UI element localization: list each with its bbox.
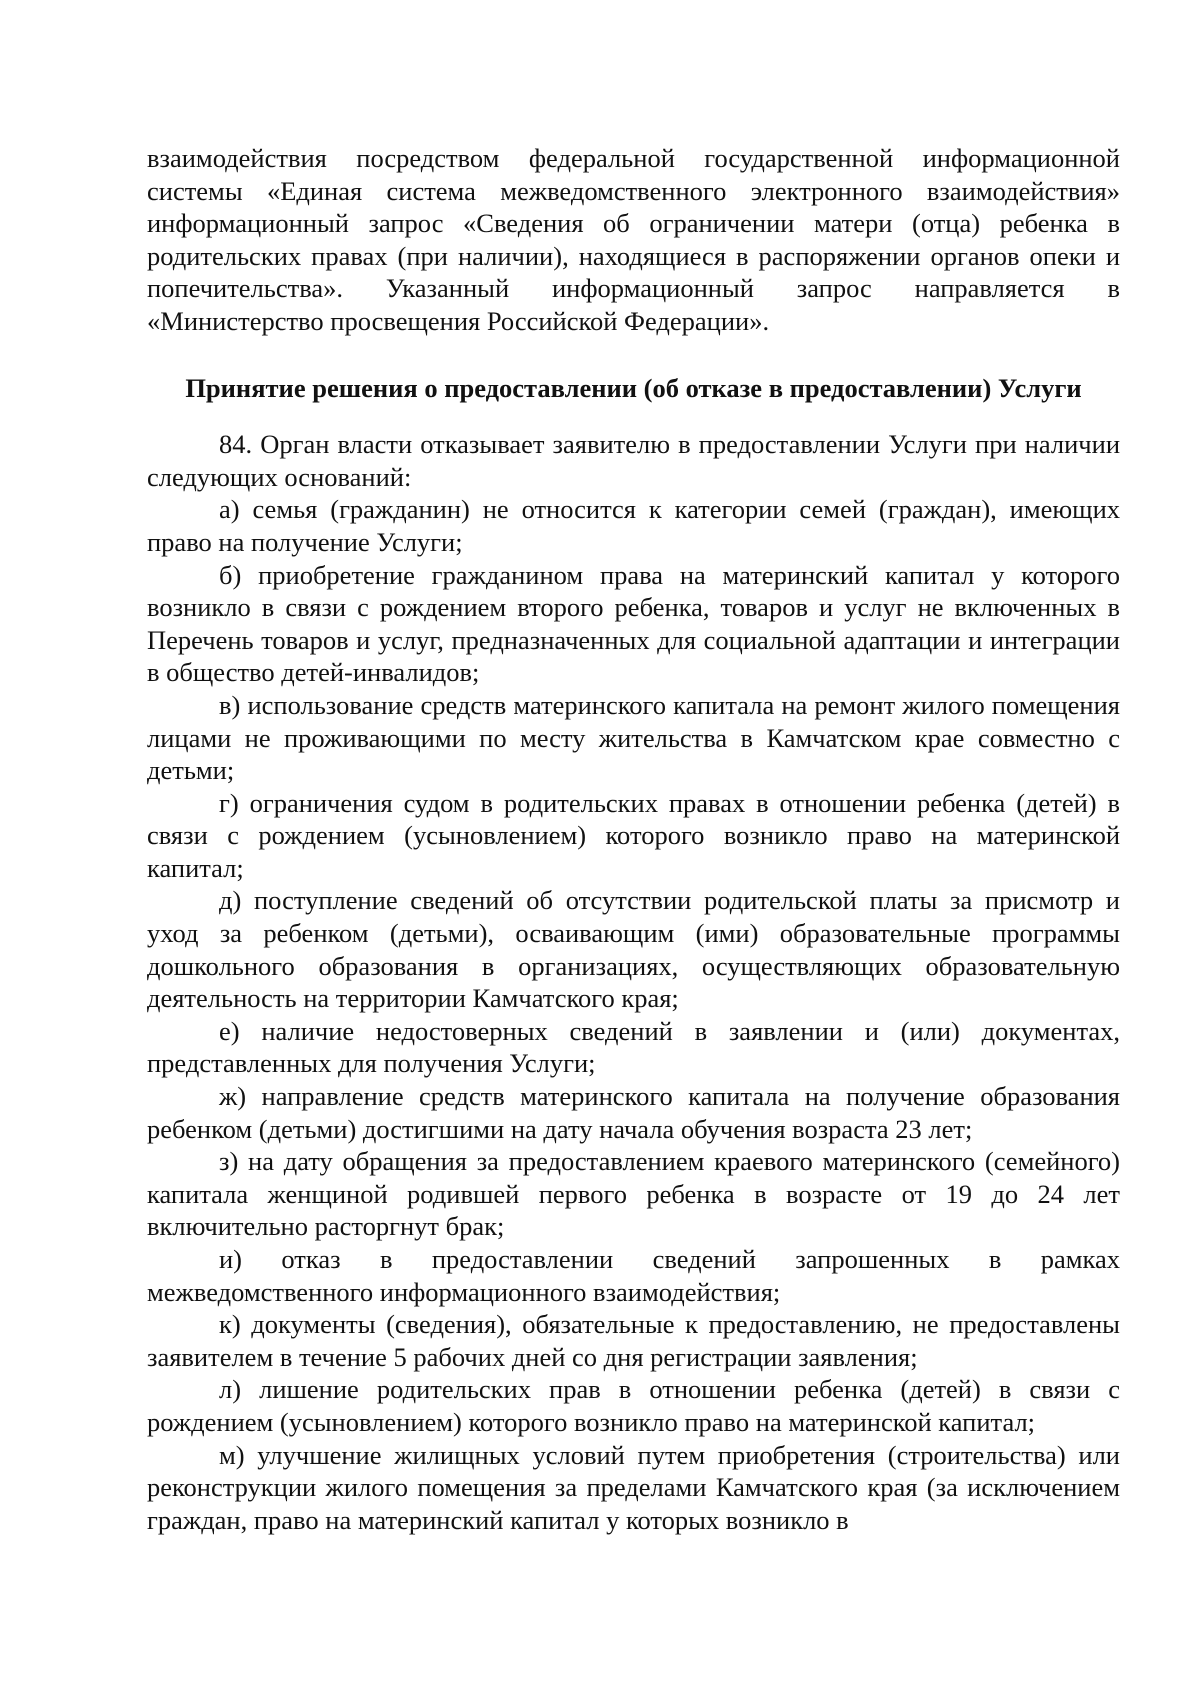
list-item-l: л) лишение родительских прав в отношении ребенка (детей) в связи с рождением (усыновлением) которого возникло право на материнской капитал; [147, 1374, 1120, 1437]
list-item-k: к) документы (сведения), обязательные к предоставлению, не предоставлены заявителем в течение 5 рабочих дней со дня регистрации заявления; [147, 1309, 1120, 1372]
list-item-v: в) использование средств материнского капитала на ремонт жилого помещения лицами не проживающими по месту жительства в Камчатском крае совместно с детьми; [147, 689, 1120, 786]
list-item-d: д) поступление сведений об отсутствии родительской платы за присмотр и уход за ребенком (детьми), осваивающим (ими) образовательные программы дошкольного образования в организациях, осуществляющих образовательную деятельность на территории Камчатского края; [147, 885, 1120, 1014]
list-item-i: и) отказ в предоставлении сведений запрошенных в рамках межведомственного информационного взаимодействия; [147, 1244, 1120, 1307]
list-item-a: а) семья (гражданин) не относится к категории семей (граждан), имеющих право на получение Услуги; [147, 494, 1120, 557]
intro-paragraph: взаимодействия посредством федеральной государственной информационной системы «Единая система межведомственного электронного взаимодействия» информационный запрос «Сведения об ограничении матери (отца) ребенка в родительских правах (при наличии), находящиеся в распоряжении органов опеки и попечительства». Указанный информационный запрос направляется в «Министерство просвещения Российской Федерации». [147, 143, 1120, 336]
paragraph-84: 84. Орган власти отказывает заявителю в предоставлении Услуги при наличии следующих оснований: [147, 429, 1120, 492]
list-item-zh: ж) направление средств материнского капитала на получение образования ребенком (детьми) достигшими на дату начала обучения возраста 23 лет; [147, 1081, 1120, 1144]
list-item-m: м) улучшение жилищных условий путем приобретения (строительства) или реконструкции жилого помещения за пределами Камчатского края (за исключением граждан, право на материнский капитал у которых возникло в [147, 1439, 1120, 1535]
list-item-e: е) наличие недостоверных сведений в заявлении и (или) документах, представленных для получения Услуги; [147, 1015, 1120, 1079]
list-item-g: г) ограничения судом в родительских правах в отношении ребенка (детей) в связи с рождением (усыновлением) которого возникло право на материнской капитал; [147, 787, 1120, 883]
section-heading: Принятие решения о предоставлении (об отказе в предоставлении) Услуги [185, 372, 1082, 403]
list-item-z: з) на дату обращения за предоставлением краевого материнского (семейного) капитала женщиной родившей первого ребенка в возрасте от 19 до 24 лет включительно расторгнут брак; [147, 1146, 1120, 1242]
list-item-b: б) приобретение гражданином права на материнский капитал у которого возникло в связи с рождением второго ребенка, товаров и услуг не включенных в Перечень товаров и услуг, предназначенных для социальной адаптации и интеграции в общество детей-инвалидов; [147, 559, 1120, 688]
